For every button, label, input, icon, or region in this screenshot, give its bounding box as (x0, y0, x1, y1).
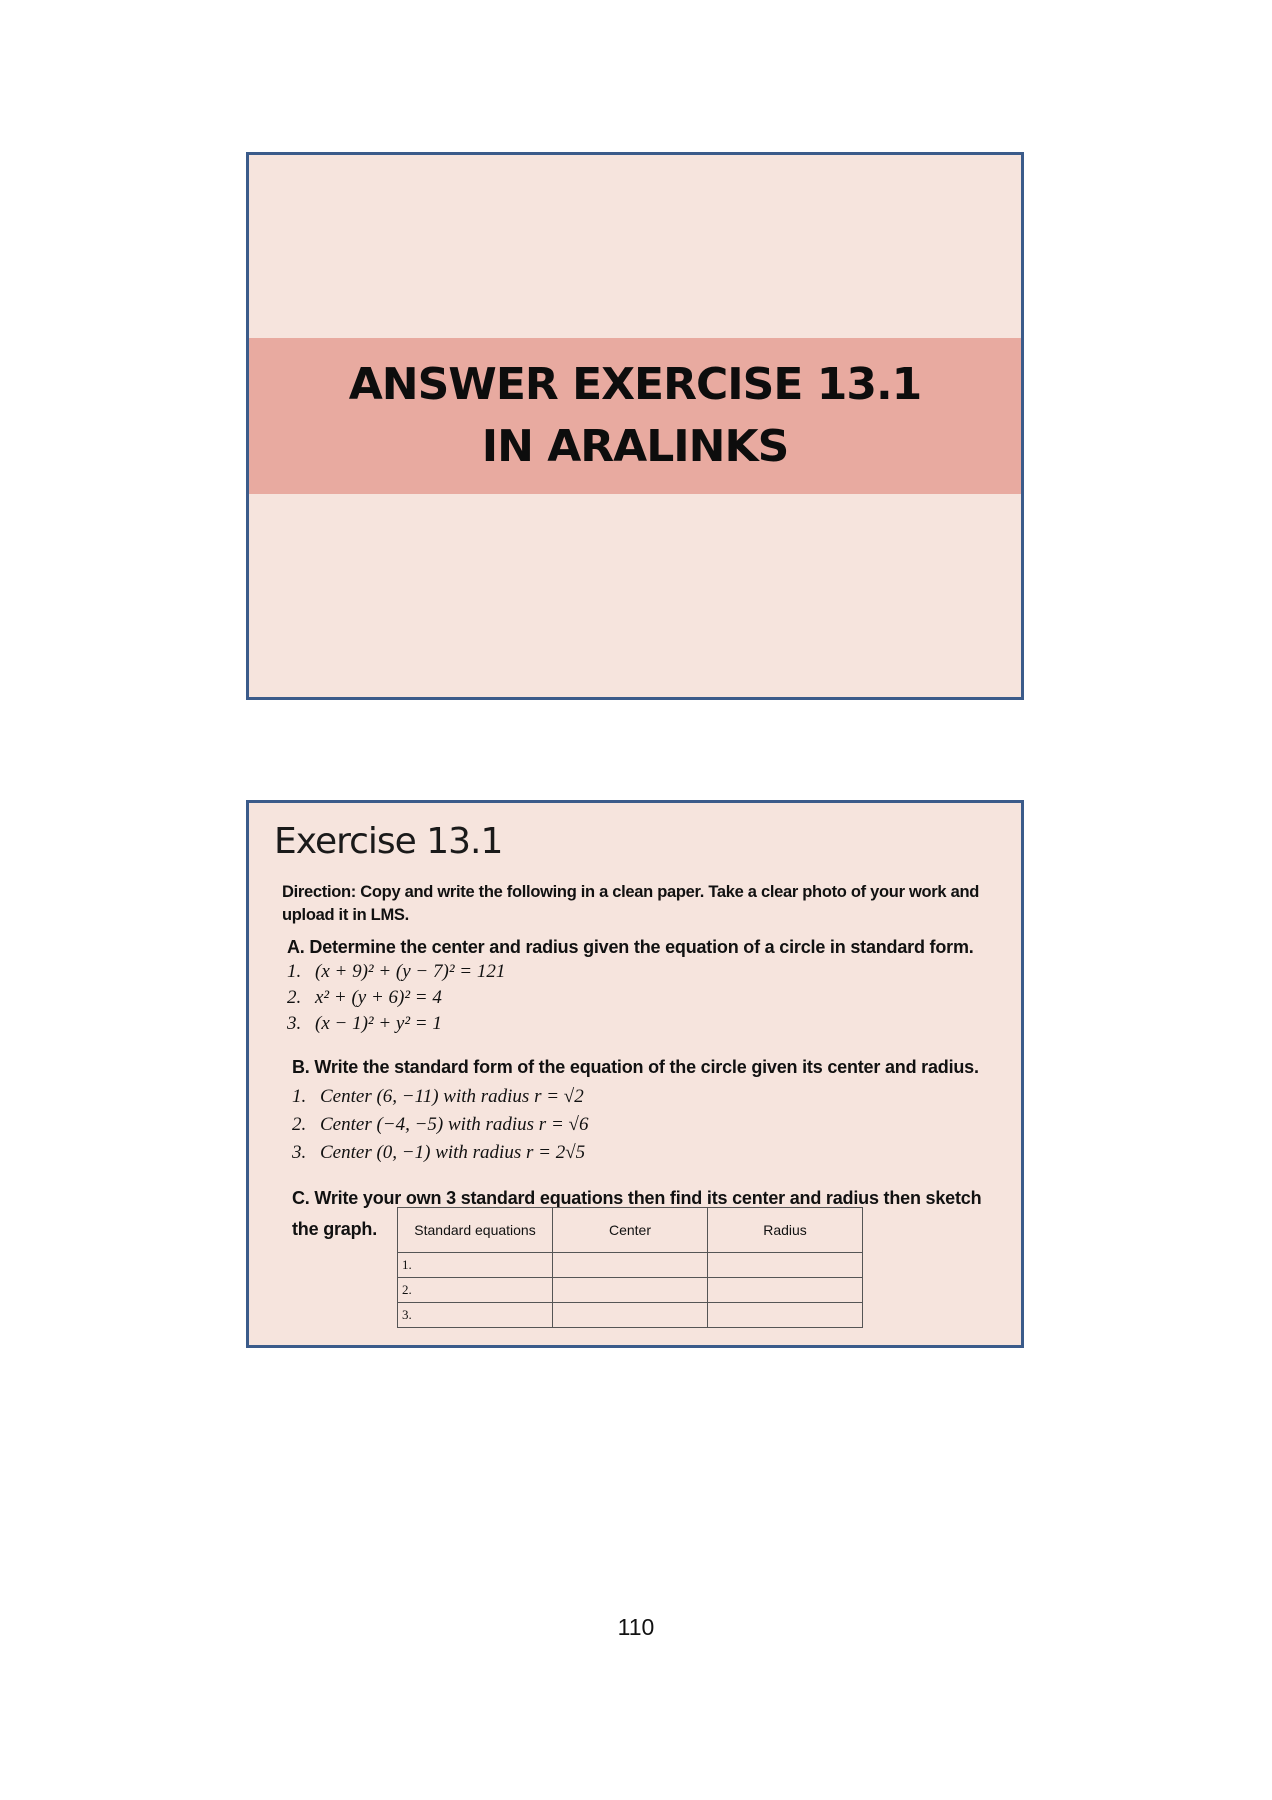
exercise-slide (246, 800, 1024, 1348)
header-center: Center (553, 1208, 708, 1253)
list-item (287, 1011, 505, 1037)
item-number: 3. (287, 1013, 302, 1034)
item-number: 1. (292, 1086, 307, 1107)
section-b-list (292, 1083, 588, 1167)
table-cell (553, 1278, 708, 1303)
section-a-list (287, 959, 505, 1037)
equation: (x + 9)² + (y − 7)² = 121 (315, 961, 506, 982)
center-radius-text: Center (−4, −5) with radius r = √6 (320, 1114, 589, 1135)
table-header-row (398, 1208, 863, 1253)
list-item (292, 1139, 588, 1167)
table-cell (553, 1253, 708, 1278)
section-c-heading: C. Write your own 3 standard equations then find its center and radius then sketch the graph. (292, 1188, 982, 1239)
center-radius-text: Center (6, −11) with radius r = √2 (320, 1086, 584, 1107)
item-number: 3. (292, 1142, 307, 1163)
table-row (398, 1303, 863, 1328)
title-band (249, 338, 1021, 494)
list-item (287, 985, 505, 1011)
item-number: 2. (292, 1114, 307, 1135)
equation: x² + (y + 6)² = 4 (315, 987, 442, 1008)
row-number: 2. (398, 1278, 553, 1303)
table-cell (708, 1253, 863, 1278)
table-cell (553, 1303, 708, 1328)
row-number: 1. (398, 1253, 553, 1278)
exercise-title: Exercise 13.1 (274, 821, 503, 862)
slide-title-line-1: ANSWER EXERCISE 13.1 (348, 359, 922, 410)
answer-table (397, 1207, 863, 1328)
header-standard-equations: Standard equations (398, 1208, 553, 1253)
item-number: 2. (287, 987, 302, 1008)
list-item (287, 959, 505, 985)
table-row (398, 1253, 863, 1278)
equation: (x − 1)² + y² = 1 (315, 1013, 442, 1034)
list-item (292, 1083, 588, 1111)
page-number: 110 (617, 1614, 655, 1640)
row-number: 3. (398, 1303, 553, 1328)
center-radius-text: Center (0, −1) with radius r = 2√5 (320, 1142, 586, 1163)
section-b-heading: B. Write the standard form of the equation of the circle given its center and radius. (292, 1057, 979, 1077)
direction-text: Direction: Copy and write the following in a clean paper. Take a clear photo of your work and upload it in LMS. (282, 883, 979, 924)
item-number: 1. (287, 961, 302, 982)
table-cell (708, 1278, 863, 1303)
answer-exercise-slide (246, 152, 1024, 700)
table-cell (708, 1303, 863, 1328)
table-row (398, 1278, 863, 1303)
list-item (292, 1111, 588, 1139)
slide-title-line-2: IN ARALINKS (481, 421, 789, 472)
header-radius: Radius (708, 1208, 863, 1253)
section-a-heading: A. Determine the center and radius given the equation of a circle in standard form. (287, 937, 974, 957)
